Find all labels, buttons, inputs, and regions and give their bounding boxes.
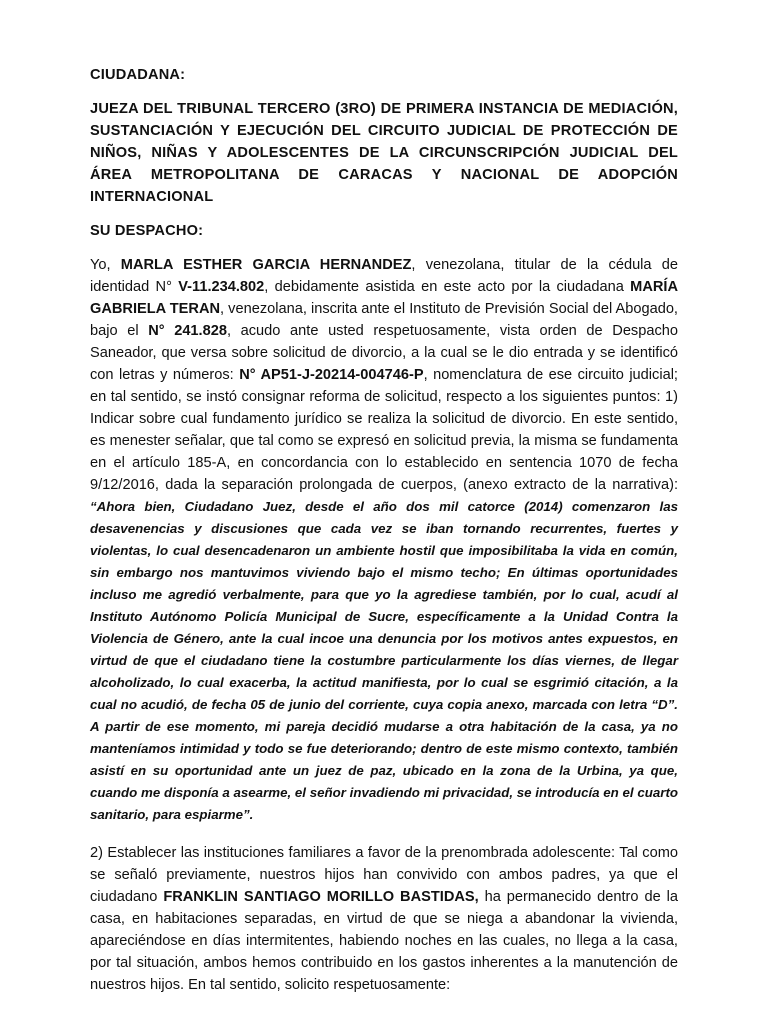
- assistant-name: MARÍA GABRIELA TERAN: [90, 279, 678, 317]
- case-number: N° AP51-J-20214-004746-P: [239, 367, 424, 383]
- text-run: , venezolana, inscrita ante el Instituto de Previsión Social del Abogado, bajo el: [90, 301, 678, 339]
- bar-number: N° 241.828: [148, 323, 227, 339]
- text-run: 2) Establecer las instituciones familiares a favor de la prenombrada adolescente: Tal como se señaló previamente, nuestros hijos han convivido con ambos padres, ya que el ciudadano: [90, 845, 678, 905]
- text-run: , acudo ante usted respetuosamente, vista orden de Despacho Saneador, que versa sobre solicitud de divorcio, a la cual se le dio entrada y se identificó con letras y números:: [90, 323, 678, 383]
- salutation: CIUDADANA:: [90, 67, 186, 83]
- document-page: [90, 64, 678, 996]
- text-run: , debidamente asistida en este acto por la ciudadana: [264, 279, 631, 295]
- petitioner-id: V-11.234.802: [178, 279, 265, 295]
- body-paragraph-2: [90, 842, 678, 996]
- office-heading: SU DESPACHO:: [90, 223, 204, 239]
- petitioner-name: MARLA ESTHER GARCIA HERNANDEZ: [120, 257, 412, 273]
- text-run: , venezolana, titular de la cédula de identidad N°: [90, 257, 678, 295]
- narrative-quote: “Ahora bien, Ciudadano Juez, desde el año dos mil catorce (2014) comenzaron las desavenencias y discusiones que cada vez se iban tornando recurrentes, fuertes y violentas, lo cual desencadenaron un ambiente hostil que imposibilitaba la vida en común, sin embargo nos mantuvimos viviendo bajo el mismo techo; En últimas oportunidades incluso me agredió verbalmente, para que yo la agrediese también, por lo cual, acudí al Instituto Autónomo Policía Municipal de Sucre, específicamente a la Unidad Contra la Violencia de Género, ante la cual incoe una denuncia por los motivos antes expuestos, en virtud de que el ciudadano tiene la costumbre particularmente los días viernes, de llegar alcoholizado, lo cual exacerba, la actitud manifiesta, por lo cual se esgrimió citación, a la cual no acudió, de fecha 05 de junio del corriente, cuya copia anexo, marcada con letra “D”. A partir de ese momento, mi pareja decidió mudarse a otra habitación de la casa, ya no manteníamos intimidad y todo se fue deteriorando; dentro de este mismo contexto, también asistí en su oportunidad ante un juez de paz, ubicado en la zona de la Urbina, ya que, cuando me disponía a asearme, el señor invadiendo mi privacidad, se introducía en el cuarto sanitario, para espiarme”.: [90, 499, 678, 822]
- text-run: , nomenclatura de ese circuito judicial; en tal sentido, se instó consignar reforma de solicitud, respecto a los siguientes puntos: 1) Indicar sobre cual fundamento jurídico se realiza la solicitud de divorcio. En este sentido, es menester señalar, que tal como se expresó en solicitud previa, la misma se fundamenta en el artículo 185-A, en concordancia con lo establecido en sentencia 1070 de fecha 9/12/2016, dada la separación prolongada de cuerpos, (anexo extracto de la narrativa):: [90, 367, 678, 493]
- respondent-name: FRANKLIN SANTIAGO MORILLO BASTIDAS,: [163, 889, 479, 905]
- body-paragraph-1: [90, 254, 678, 826]
- text-run: Yo,: [90, 257, 121, 273]
- text-run: ha permanecido dentro de la casa, en habitaciones separadas, en virtud de que se niega a abandonar la vivienda, apareciéndose en días intermitentes, habiendo noches en las cuales, no llega a la casa, por tal situación, ambos hemos contribuido en los gastos inherentes a la manutención de nuestros hijos. En tal sentido, solicito respetuosamente:: [90, 889, 678, 993]
- addressee-heading: JUEZA DEL TRIBUNAL TERCERO (3RO) DE PRIMERA INSTANCIA DE MEDIACIÓN, SUSTANCIACIÓN Y EJECUCIÓN DEL CIRCUITO JUDICIAL DE PROTECCIÓN DE NIÑOS, NIÑAS Y ADOLESCENTES DE LA CIRCUNSCRIPCIÓN JUDICIAL DEL ÁREA METROPOLITANA DE CARACAS Y NACIONAL DE ADOPCIÓN INTERNACIONAL: [90, 101, 678, 205]
